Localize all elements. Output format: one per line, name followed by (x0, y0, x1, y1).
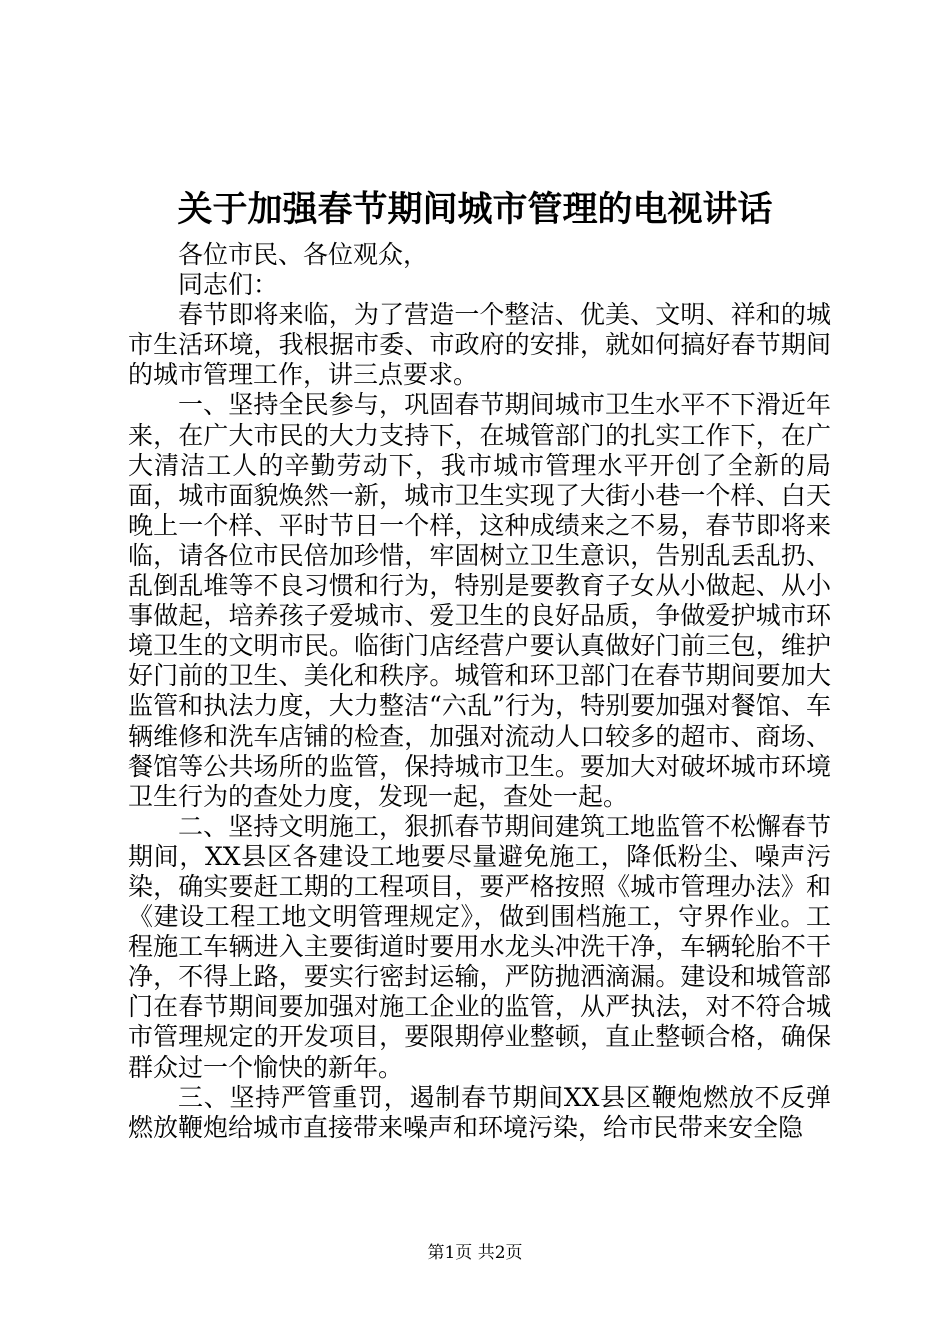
salutation-comrades: 同志们： (178, 270, 279, 300)
intro-paragraph: 春节即将来临，为了营造一个整洁、优美、文明、祥和的城市生活环境，我根据市委、市政府的安排，就如何搞好春节期间的城市管理工作，讲三点要求。 (128, 300, 831, 390)
section-one-paragraph: 一、坚持全民参与，巩固春节期间城市卫生水平不下滑近年来，在广大市民的大力支持下，在城管部门的扎实工作下，在广大清洁工人的辛勤劳动下，我市城市管理水平开创了全新的局面，城市面貌焕然一新，城市卫生实现了大街小巷一个样、白天晚上一个样、平时节日一个样，这种成绩来之不易，春节即将来临，请各位市民倍加珍惜，牢固树立卫生意识，告别乱丢乱扔、乱倒乱堆等不良习惯和行为，特别是要教育子女从小做起、从小事做起，培养孩子爱城市、爱卫生的良好品质，争做爱护城市环境卫生的文明市民。临街门店经营户要认真做好门前三包，维护好门前的卫生、美化和秩序。城管和环卫部门在春节期间要加大监管和执法力度，大力整洁“六乱”行为，特别要加强对餐馆、车辆维修和洗车店铺的检查，加强对流动人口较多的超市、商场、餐馆等公共场所的监管，保持城市卫生。要加大对破坏城市环境卫生行为的查处力度，发现一起，查处一起。 (128, 390, 831, 811)
section-two-paragraph: 二、坚持文明施工，狠抓春节期间建筑工地监管不松懈春节期间，XX县区各建设工地要尽量避免施工，降低粉尘、噪声污染，确实要赶工期的工程项目，要严格按照《城市管理办法》和《建设工程工地文明管理规定》，做到围档施工，守界作业。工程施工车辆进入主要街道时要用水龙头冲洗干净，车辆轮胎不干净，不得上路，要实行密封运输，严防抛洒滴漏。建设和城管部门在春节期间要加强对施工企业的监管，从严执法，对不符合城市管理规定的开发项目，要限期停业整顿，直止整顿合格，确保群众过一个愉快的新年。 (128, 811, 831, 1082)
section-three-paragraph: 三、坚持严管重罚，遏制春节期间XX县区鞭炮燃放不反弹燃放鞭炮给城市直接带来噪声和环境污染，给市民带来安全隐 (128, 1082, 831, 1142)
salutation-citizens: 各位市民、各位观众， (178, 240, 429, 269)
document-body (128, 240, 831, 1143)
document-title: 关于加强春节期间城市管理的电视讲话 (177, 189, 773, 230)
page-footer: 第1页 共2页 (427, 1243, 523, 1263)
